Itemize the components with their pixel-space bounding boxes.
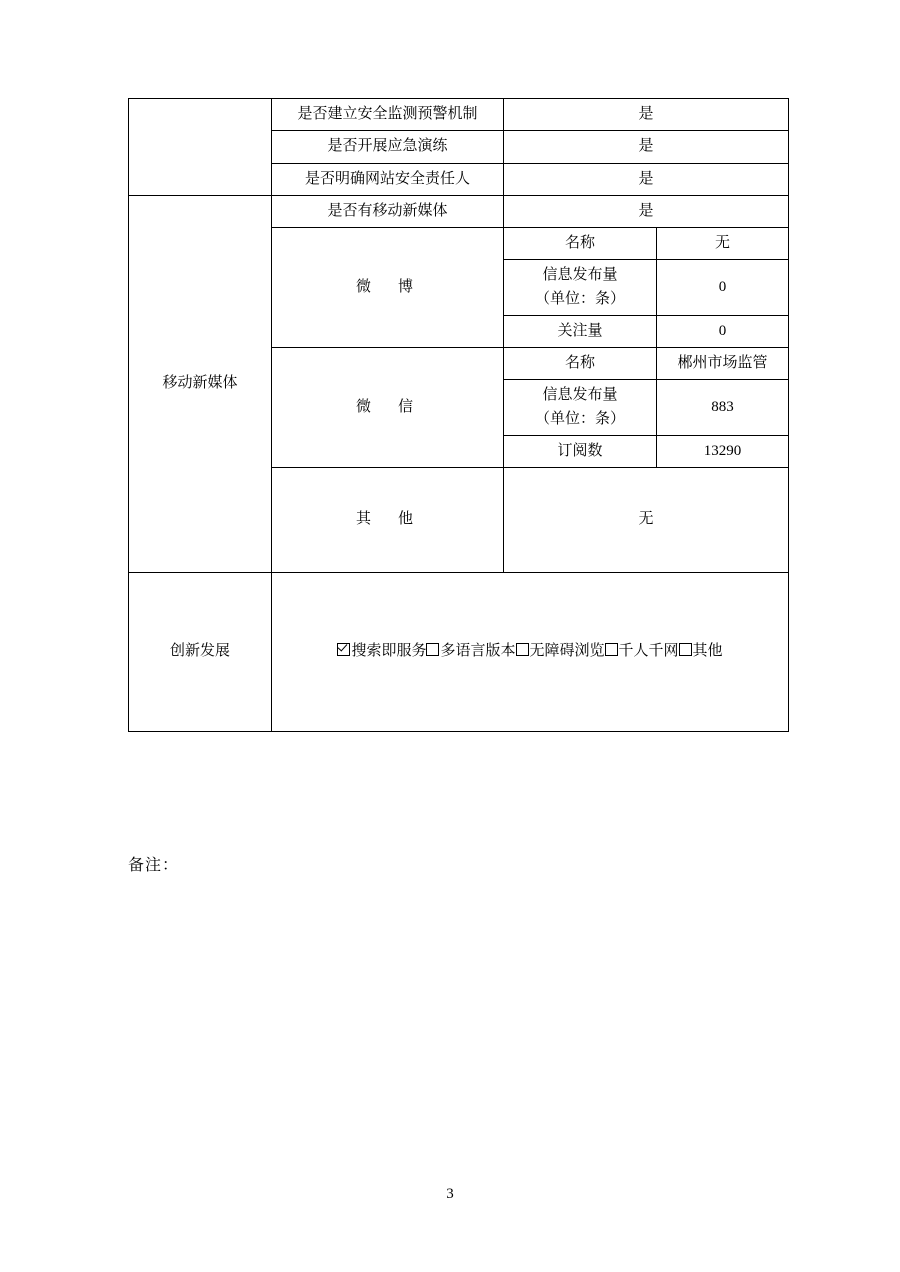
- other-media-value: 无: [504, 468, 789, 573]
- security-value-2: 是: [504, 131, 789, 163]
- weixin-name-value: 郴州市场监管: [657, 348, 789, 380]
- innovation-label: 创新发展: [129, 573, 272, 732]
- table-row: [129, 195, 789, 227]
- checkbox-icon[interactable]: [679, 643, 692, 656]
- weixin-subscribers-value: 13290: [657, 435, 789, 467]
- checkbox-icon[interactable]: [426, 643, 439, 656]
- weibo-name-label: 名称: [504, 228, 657, 260]
- weixin-subscribers-label: 订阅数: [504, 435, 657, 467]
- security-value-1: 是: [504, 99, 789, 131]
- innovation-option-multilang-label: 多语言版本: [440, 643, 516, 660]
- security-value-3: 是: [504, 163, 789, 195]
- innovation-option-search-label: 搜索即服务: [351, 643, 427, 660]
- weibo-followers-label: 关注量: [504, 315, 657, 347]
- weixin-publish-value: 883: [657, 380, 789, 436]
- has-media-label: 是否有移动新媒体: [272, 195, 504, 227]
- table-row: [129, 573, 789, 732]
- innovation-option-personalized-label: 千人千网: [618, 643, 679, 660]
- weibo-publish-label-line2: （单位：条）: [534, 290, 625, 307]
- innovation-option-other-label: 其他: [692, 643, 723, 660]
- security-label-2: 是否开展应急演练: [272, 131, 504, 163]
- has-media-value: 是: [504, 195, 789, 227]
- security-label-3: 是否明确网站安全责任人: [272, 163, 504, 195]
- weixin-publish-label-line1: 信息发布量: [542, 387, 618, 404]
- weibo-name-value: 无: [657, 228, 789, 260]
- media-section-label: 移动新媒体: [129, 195, 272, 572]
- innovation-option-personalized[interactable]: [605, 643, 679, 659]
- checkbox-icon[interactable]: [337, 643, 350, 656]
- other-media-label: 其 他: [272, 468, 504, 573]
- checkbox-icon[interactable]: [516, 643, 529, 656]
- innovation-options: [272, 573, 789, 732]
- weixin-label: 微 信: [272, 348, 504, 468]
- security-section-label: [129, 99, 272, 196]
- weixin-publish-label: [504, 380, 657, 436]
- weibo-publish-value: 0: [657, 260, 789, 316]
- weixin-publish-label-line2: （单位：条）: [534, 410, 625, 427]
- page-number: 3: [446, 1186, 454, 1202]
- checkbox-icon[interactable]: [605, 643, 618, 656]
- weixin-name-label: 名称: [504, 348, 657, 380]
- innovation-option-accessibility-label: 无障碍浏览: [529, 643, 605, 660]
- security-label-1: 是否建立安全监测预警机制: [272, 99, 504, 131]
- innovation-option-accessibility[interactable]: [516, 643, 605, 659]
- weibo-followers-value: 0: [657, 315, 789, 347]
- table-row: [129, 99, 789, 131]
- remark-label: 备注：: [128, 857, 180, 874]
- weibo-publish-label-line1: 信息发布量: [542, 267, 618, 284]
- innovation-option-multilang[interactable]: [426, 643, 515, 659]
- report-table: [128, 98, 789, 732]
- weibo-publish-label: [504, 260, 657, 316]
- weibo-label: 微 博: [272, 228, 504, 348]
- innovation-option-other[interactable]: [679, 643, 723, 659]
- innovation-option-search[interactable]: [337, 643, 426, 659]
